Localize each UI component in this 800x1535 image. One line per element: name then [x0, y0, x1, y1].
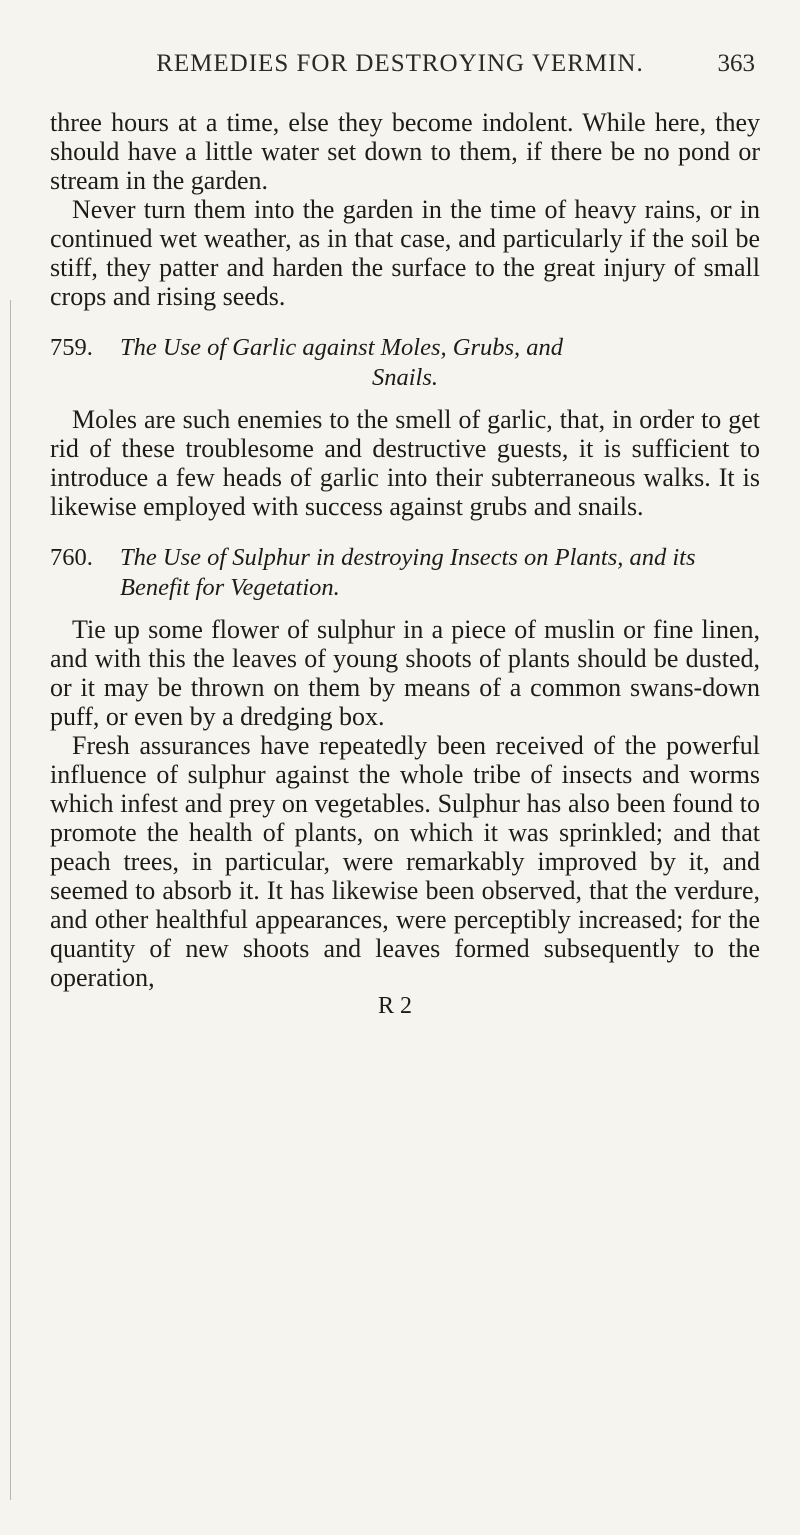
section-760-title: The Use of Sulphur in destroying Insects on Plants, and its Benefit for Vegetation. [120, 544, 696, 601]
section-759-title-line2: Snails. [371, 364, 439, 391]
section-759-number: 759. [50, 334, 93, 361]
page-number: 363 [717, 50, 755, 77]
section-760-number: 760. [50, 544, 93, 571]
section-759-heading [50, 333, 760, 363]
running-title: REMEDIES FOR DESTROYING VERMIN. [156, 50, 644, 77]
section-759-title-line1: The Use of Garlic against Moles, Grubs, and [120, 334, 564, 361]
section-760-heading [50, 543, 760, 603]
paragraph-never: Never turn them into the garden in the time of heavy rains, or in continued wet weather, as in that case, and particularly if the soil be stiff, they patter and harden the surface to the great injury of small crops and rising seeds. [50, 195, 760, 311]
running-head [0, 50, 800, 78]
page-body [50, 108, 760, 1020]
paragraph-intro: three hours at a time, else they become indolent. While here, they should have a little water set down to them, if there be no pond or stream in the garden. [50, 108, 760, 195]
page-edge-line [10, 300, 11, 1500]
signature-mark: R 2 [377, 993, 412, 1019]
section-760-text-2: Fresh assurances have repeatedly been received of the powerful influence of sulphur against the whole tribe of insects and worms which infest and prey on vegetables. Sulphur has also been found to promote the health of plants, on which it was sprinkled; and that peach trees, in particular, were remarkably improved by it, and seemed to absorb it. It has likewise been observed, that the verdure, and other healthful appearances, were perceptibly increased; for the quantity of new shoots and leaves formed subsequently to the operation, [50, 731, 760, 992]
section-760-text-1: Tie up some flower of sulphur in a piece of muslin or fine linen, and with this the leaves of young shoots of plants should be dusted, or it may be thrown on them by means of a common swans-down puff, or even by a dredging box. [50, 615, 760, 731]
section-759-text: Moles are such enemies to the smell of garlic, that, in order to get rid of these troublesome and destructive guests, it is sufficient to introduce a few heads of garlic into their subterraneous walks. It is likewise employed with success against grubs and snails. [50, 405, 760, 521]
